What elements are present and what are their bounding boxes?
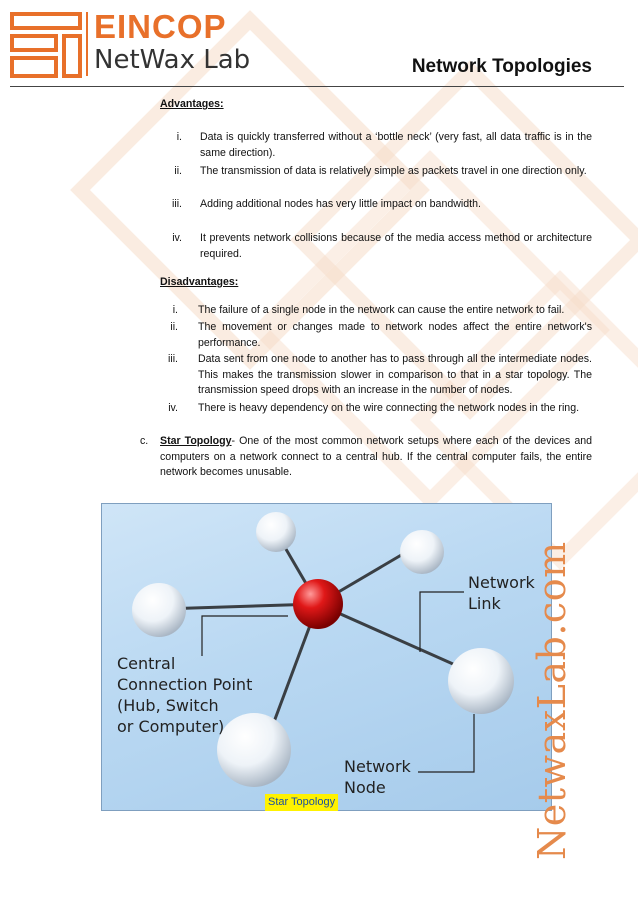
watermark: NetwaxLab.com	[530, 541, 574, 860]
network-node-label: Network Node	[344, 757, 411, 797]
brand-name-bottom: NetWax Lab	[94, 45, 251, 75]
list-text: The failure of a single node in the network can cause the entire network to fail.	[198, 304, 565, 316]
list-text: Data sent from one node to another has to pass through all the intermediate nodes. This makes the transmission slower in comparison to that in a star topology. The transmission speed drops with an increase in the number of nodes.	[198, 353, 592, 396]
disadvantages-heading: Disadvantages:	[160, 276, 239, 288]
list-text: Adding additional nodes has very little impact on bandwidth.	[200, 198, 481, 210]
advantages-heading: Advantages:	[160, 98, 224, 110]
figure-caption: Star Topology	[265, 794, 338, 811]
list-number: iii.	[167, 353, 178, 365]
list-text: Data is quickly transferred without a ‘bottle neck’ (very fast, all data traffic is in the same direction).	[200, 131, 592, 159]
list-number: iv.	[172, 232, 182, 244]
list-text: The movement or changes made to network nodes affect the entire network's performance.	[198, 321, 592, 349]
central-connection-label: Central Connection Point (Hub, Switch or Computer)	[117, 654, 253, 736]
list-number: ii.	[174, 165, 182, 177]
list-number: i.	[172, 304, 178, 316]
network-link-label: Network Link	[468, 573, 535, 613]
network-node	[400, 530, 444, 574]
list-number: ii.	[170, 321, 178, 333]
list-text: It prevents network collisions because of the media access method or architecture required.	[200, 232, 592, 260]
header-divider	[10, 86, 624, 87]
network-node	[132, 583, 186, 637]
star-topology-term: Star Topology	[160, 435, 232, 447]
list-text: There is heavy dependency on the wire connecting the network nodes in the ring.	[198, 402, 580, 414]
list-number: iv.	[168, 402, 178, 414]
star-topology-diagram	[101, 503, 552, 811]
document-title: Network Topologies	[411, 56, 592, 77]
brand-divider	[86, 12, 88, 76]
central-hub-node	[293, 579, 343, 629]
network-node	[256, 512, 296, 552]
list-number: iii.	[171, 198, 182, 210]
star-topology-text	[160, 434, 592, 481]
list-number: i.	[176, 131, 182, 143]
logo-icon	[10, 12, 82, 78]
star-topology-description: - One of the most common network setups where each of the devices and computers on a network connect to a central hub. If the central computer fails, the entire network becomes unusable.	[160, 435, 592, 478]
list-text: The transmission of data is relatively simple as packets travel in one direction only.	[200, 165, 587, 177]
brand-name-top: EINCOP	[94, 8, 227, 45]
network-node	[448, 648, 514, 714]
section-label: c.	[140, 435, 149, 447]
